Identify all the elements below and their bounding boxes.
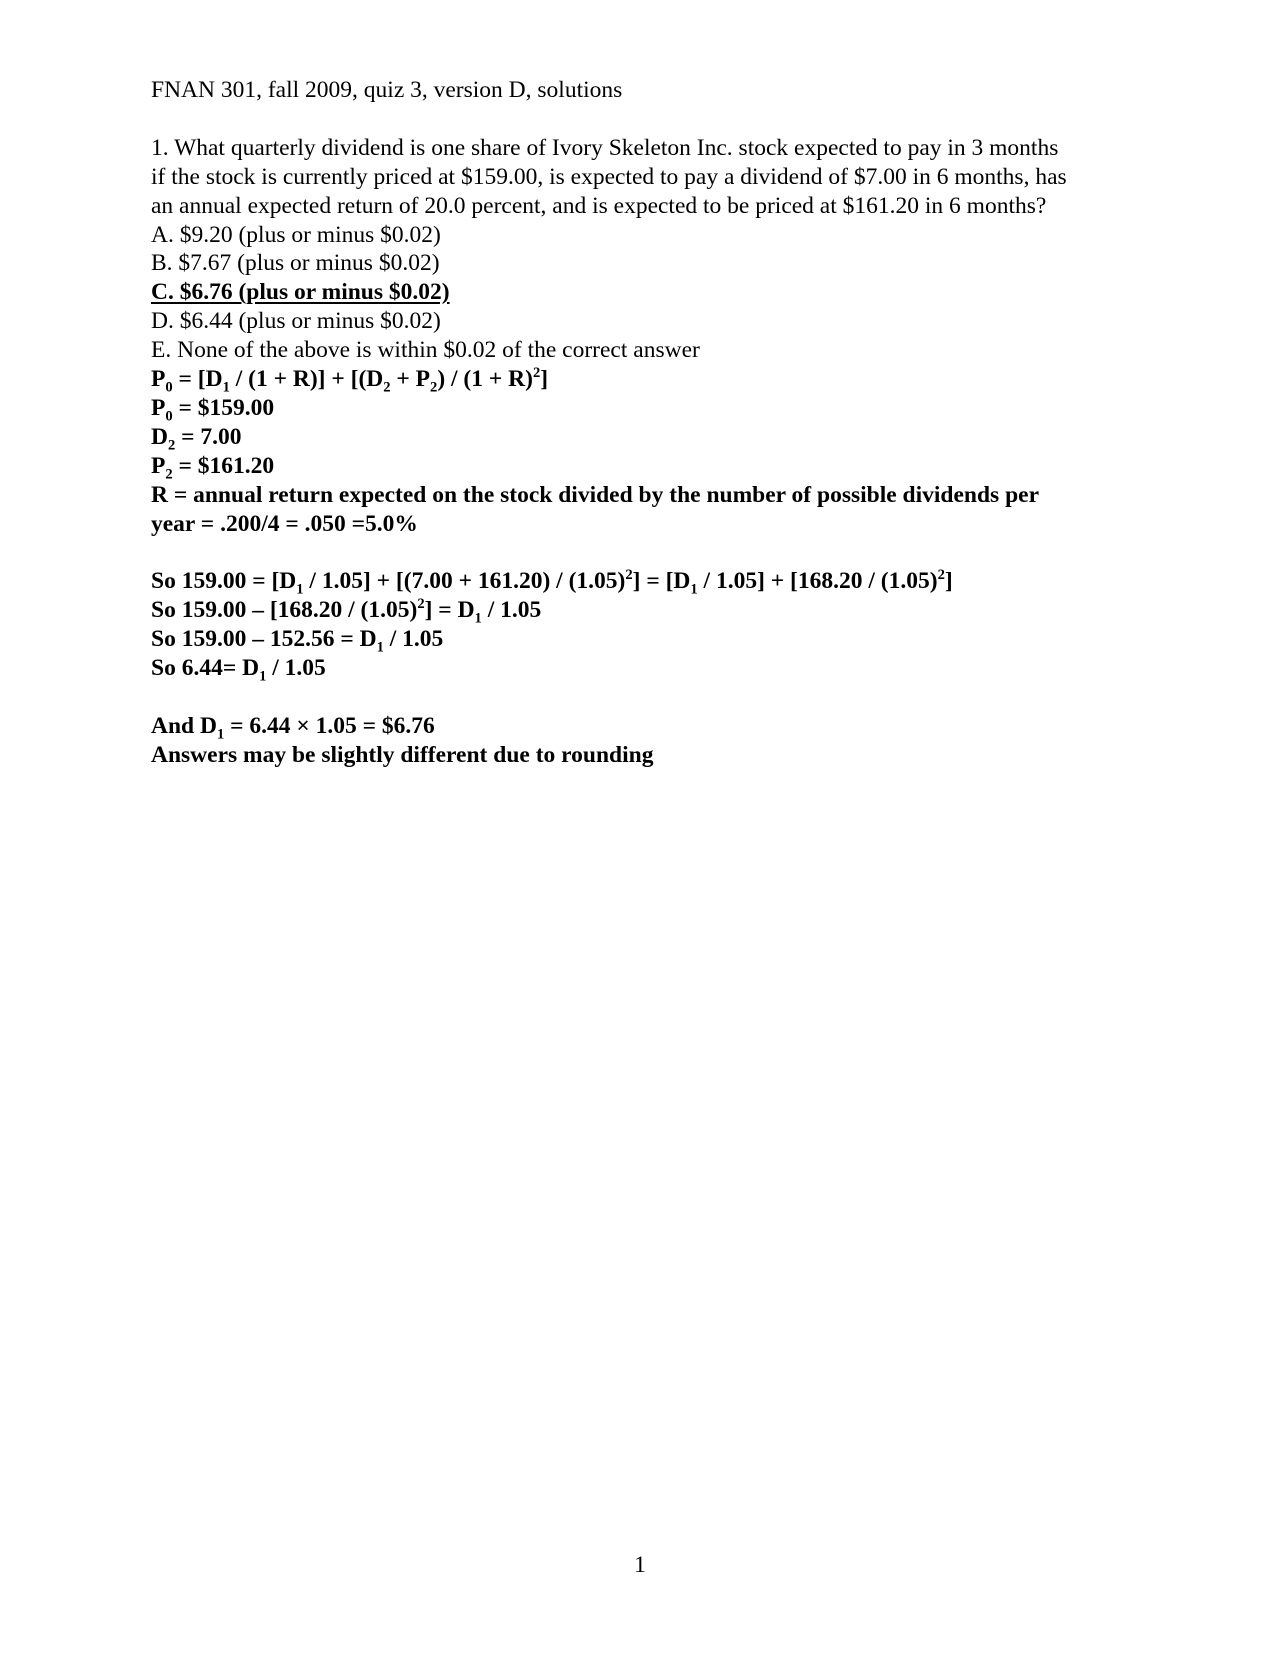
question-line-2: if the stock is currently priced at $159.00, is expected to pay a dividend of $7.00 in 6 months, has (151, 163, 1067, 190)
solution-step-2: So $159.00 - [168.20 / (1.05)^2] = D_1 / 1.05$ (151, 596, 542, 627)
solution-step-3: So $159.00 - 152.56 = D_1 / 1.05$ (151, 626, 444, 656)
option-e: E. None of the above is within $0.02 of the correct answer (151, 337, 700, 364)
question-line-3: an annual expected return of 20.0 percent, and is expected to be priced at $161.20 in 6 months? (151, 192, 1047, 219)
document-title: FNAN 301, fall 2009, quiz 3, version D, solutions (151, 77, 623, 103)
rounding-note: Answers may be slightly different due to rounding (151, 741, 654, 768)
pricing-formula: $P_0 = [D_1 / (1 + R)] + [(D_2 + P_2) / (1 + R)^2]$ (151, 365, 549, 396)
solution-step-1: So $159.00 = [D_1 / 1.05] + [(7.00 + 161.20) / (1.05)^2] = [D_1 / 1.05] + [168.20 / (1.05)^2]$ (151, 567, 953, 599)
p2-value: $P_2$ = $161.20 (151, 452, 275, 483)
option-d: D. $6.44 (plus or minus $0.02) (151, 308, 441, 335)
final-answer: And $D_1 = 6.44 \times 1.05$ = $6.76 (151, 712, 435, 743)
spacer (151, 105, 1141, 134)
spacer (151, 683, 1141, 712)
document-body (151, 76, 1141, 770)
r-definition-line-1: R = annual return expected on the stock divided by the number of possible dividends per (151, 481, 1040, 508)
option-c-correct-answer: C. $6.76 (plus or minus $0.02) (151, 279, 450, 306)
p0-value: $P_0$ = $159.00 (151, 394, 275, 425)
spacer (151, 538, 1141, 567)
option-b: B. $7.67 (plus or minus $0.02) (151, 250, 440, 277)
solution-step-4: So $6.44= D_1 / 1.05$ (151, 655, 326, 685)
d2-value: $D_2 = 7.00$ (151, 423, 242, 454)
question-line-1: 1. What quarterly dividend is one share of Ivory Skeleton Inc. stock expected to pay in 3 months (151, 134, 1059, 161)
r-definition-line-2: year = .200/4 = .050 =5.0% (151, 510, 418, 537)
page-number: 1 (634, 1552, 646, 1578)
option-a: A. $9.20 (plus or minus $0.02) (151, 221, 441, 248)
